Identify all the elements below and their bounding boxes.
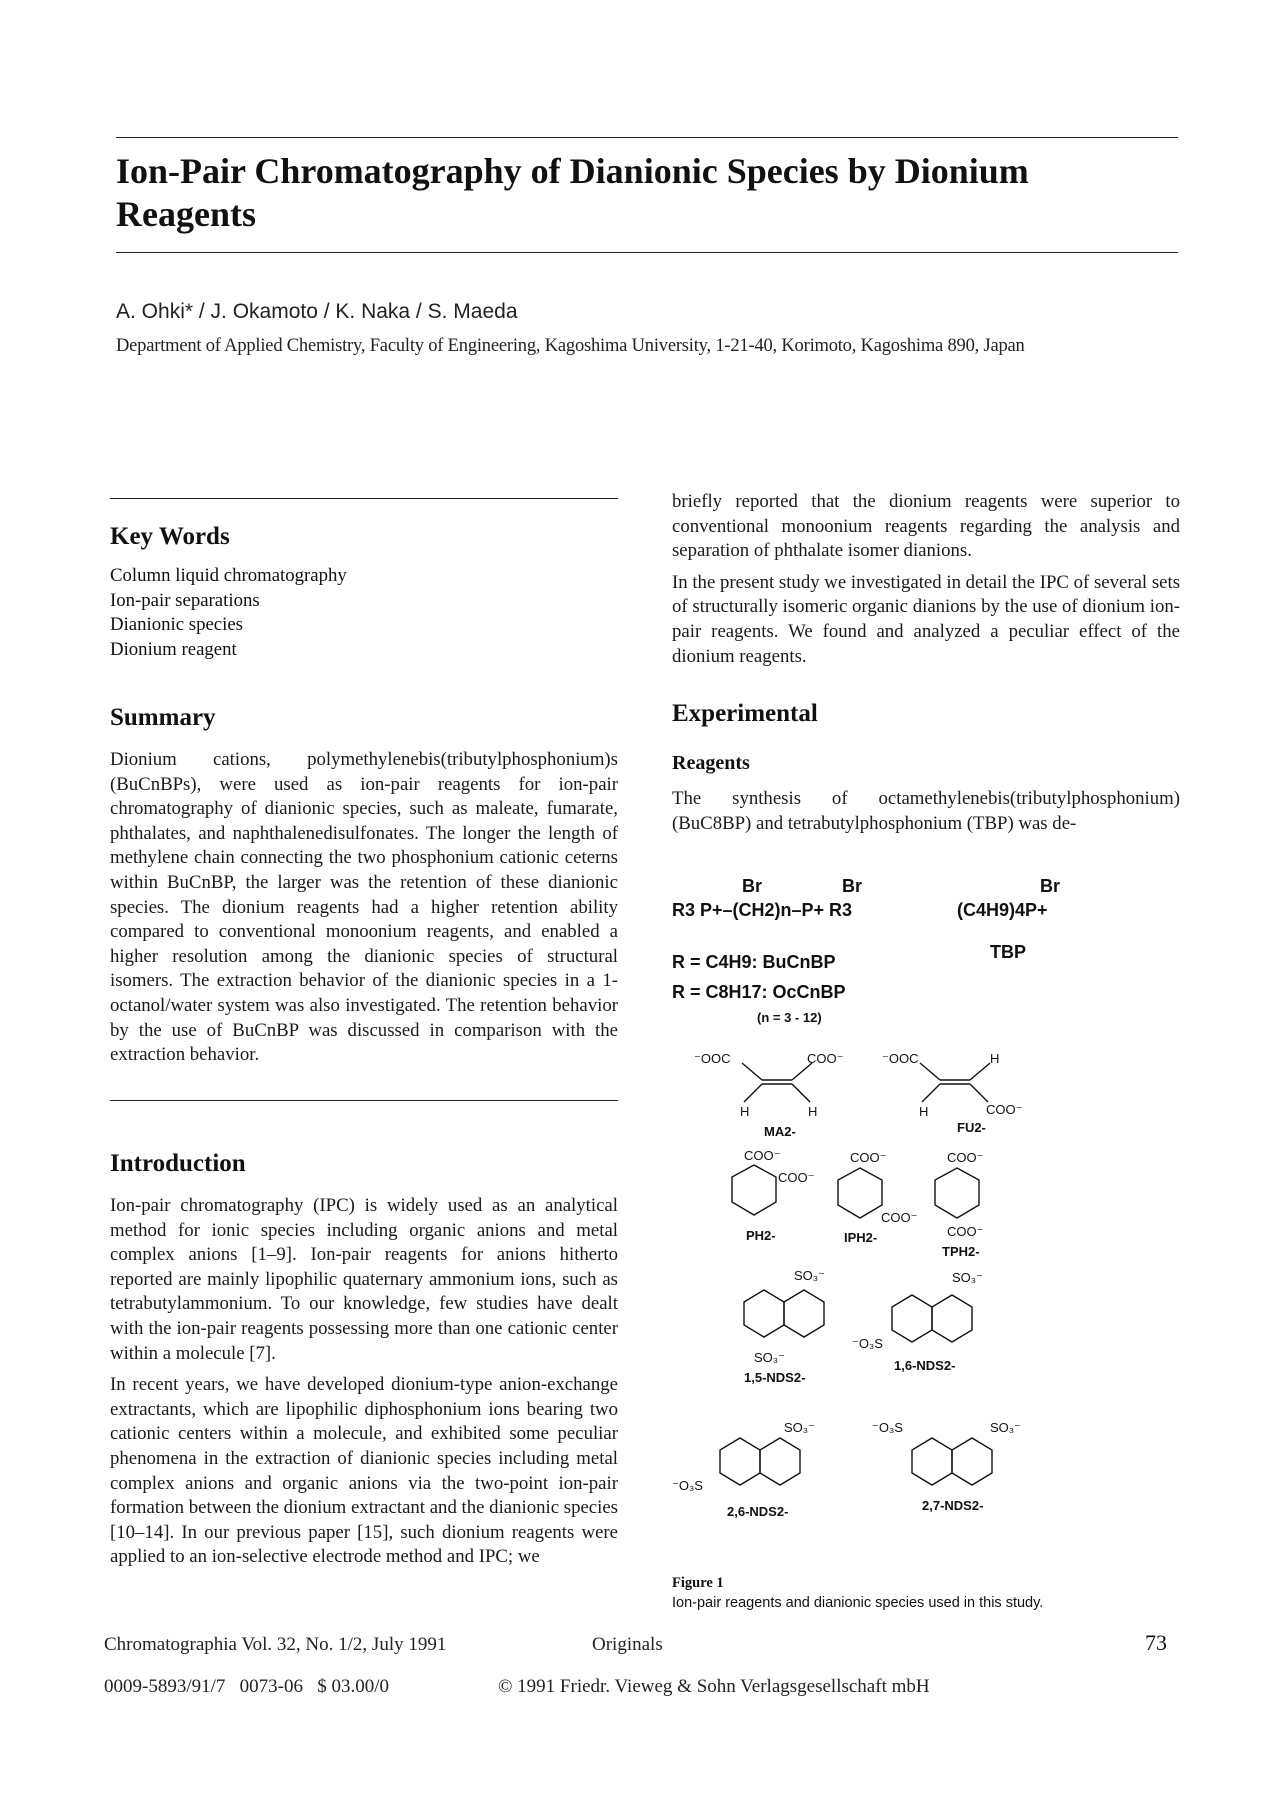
- species-label-ph: PH2-: [746, 1228, 776, 1243]
- svg-text:H: H: [740, 1104, 750, 1119]
- svg-text:SO₃⁻: SO₃⁻: [794, 1268, 825, 1283]
- r-oc-formula: R = C8H17: OcCnBP: [672, 982, 846, 1002]
- issn-line: 0009-5893/91/7 0073-06 $ 03.00/0: [104, 1676, 389, 1697]
- introduction-paragraph: Ion-pair chromatography (IPC) is widely used as an analytical method for ionic species including organic anions and metal complex anions [1–9]. Ion-pair reagents for anions hitherto reported are mainly lipophilic quaternary ammonium ions, such as tetrabutylammonium. To our knowledge, few studies have dealt with the ion-pair reagents possessing more than one cationic center within a molecule [7].: [110, 1195, 618, 1364]
- section-label: Originals: [592, 1634, 663, 1655]
- experimental-text: The synthesis of octamethylenebis(tributylphosphonium) (BuC8BP) and tetrabutylphosphonium (TBP) was de-: [672, 788, 1180, 834]
- species-label-16nds: 1,6-NDS2-: [894, 1358, 956, 1373]
- title-bottom-rule: [116, 252, 1178, 253]
- journal-citation: Chromatographia Vol. 32, No. 1/2, July 1991: [104, 1634, 447, 1655]
- species-label-iph: IPH2-: [844, 1230, 878, 1245]
- svg-text:⁻O₃S: ⁻O₃S: [872, 1420, 903, 1435]
- title-top-rule: [116, 137, 1178, 138]
- keyword-item: Ion-pair separations: [110, 589, 260, 611]
- figure-caption: [672, 1573, 1043, 1613]
- svg-text:H: H: [990, 1051, 1000, 1066]
- species-label-fu: FU2-: [957, 1120, 986, 1135]
- introduction-heading: Introduction: [110, 1150, 246, 1177]
- keywords-heading: Key Words: [110, 523, 230, 550]
- summary-body: [110, 748, 618, 1075]
- bromide-label: Br: [742, 876, 763, 896]
- introduction-paragraph: In the present study we investigated in detail the IPC of several sets of structurally isomeric organic dianions by the use of dionium ion-pair reagents. We found and analyzed a peculiar effect of the dionium reagents.: [672, 571, 1181, 667]
- reagents-heading: Reagents: [672, 752, 750, 774]
- bromide-label: Br: [842, 876, 863, 896]
- species-label-tph: TPH2-: [942, 1244, 980, 1259]
- svg-text:COO⁻: COO⁻: [778, 1170, 815, 1185]
- dionium-formula: R3 P+–(CH2)n–P+ R3: [672, 900, 853, 920]
- keyword-item: Dianionic species: [110, 614, 243, 635]
- svg-text:COO⁻: COO⁻: [986, 1102, 1023, 1117]
- keyword-item: Column liquid chromatography: [110, 565, 347, 586]
- keywords-rule: [110, 498, 618, 499]
- svg-text:SO₃⁻: SO₃⁻: [754, 1350, 785, 1365]
- introduction-continued: [672, 490, 1180, 676]
- naphthalene-rings: [720, 1290, 992, 1485]
- svg-text:SO₃⁻: SO₃⁻: [952, 1270, 983, 1285]
- species-label-15nds: 1,5-NDS2-: [744, 1370, 806, 1385]
- svg-text:⁻O₃S: ⁻O₃S: [852, 1336, 883, 1351]
- species-label-ma: MA2-: [764, 1124, 796, 1139]
- svg-text:H: H: [808, 1104, 818, 1119]
- introduction-body: [110, 1194, 618, 1577]
- summary-rule: [110, 1100, 618, 1101]
- species-label-26nds: 2,6-NDS2-: [727, 1504, 789, 1519]
- svg-text:SO₃⁻: SO₃⁻: [990, 1420, 1021, 1435]
- alkene-structures: [742, 1063, 990, 1102]
- experimental-body: [672, 787, 1180, 843]
- tbp-label: TBP: [990, 942, 1026, 962]
- svg-text:COO⁻: COO⁻: [807, 1051, 844, 1066]
- summary-heading: Summary: [110, 704, 216, 731]
- affiliation: Department of Applied Chemistry, Faculty of Engineering, Kagoshima University, 1-21-40, Korimoto, Kagoshima 890, Japan: [116, 336, 1025, 356]
- tbp-formula: (C4H9)4P+: [957, 900, 1048, 920]
- figure-1-structures: [672, 870, 1120, 1570]
- svg-text:H: H: [919, 1104, 929, 1119]
- figure-1: [672, 870, 1120, 1570]
- caption-title: Figure 1: [672, 1575, 724, 1591]
- svg-text:COO⁻: COO⁻: [850, 1150, 887, 1165]
- introduction-paragraph: In recent years, we have developed dionium-type anion-exchange extractants, which are lipophilic diphosphonium ions bearing two cationic centers within a molecule, and exhibited some peculiar phenomena in the extraction of dianionic species including metal complex anions and organic anions via the two-point ion-pair formation between the dionium extractant and the dianionic species [10–14]. In our previous paper [15], such dionium reagents were applied to an ion-selective electrode method and IPC; we: [110, 1374, 618, 1568]
- author-list: A. Ohki* / J. Okamoto / K. Naka / S. Maeda: [116, 300, 518, 323]
- caption-text: Ion-pair reagents and dianionic species used in this study.: [672, 1595, 1044, 1611]
- svg-text:SO₃⁻: SO₃⁻: [784, 1420, 815, 1435]
- svg-text:COO⁻: COO⁻: [947, 1224, 984, 1239]
- svg-text:COO⁻: COO⁻: [744, 1148, 781, 1163]
- paper-title: Ion-Pair Chromatography of Dianionic Species by Dionium Reagents: [116, 151, 1029, 234]
- phthalate-rings: [732, 1165, 979, 1218]
- n-range: (n = 3 - 12): [757, 1010, 822, 1025]
- keyword-item: Dionium reagent: [110, 638, 237, 660]
- svg-text:⁻OOC: ⁻OOC: [694, 1051, 731, 1066]
- summary-text: Dionium cations, polymethylenebis(tributylphosphonium)s (BuCnBPs), were used as ion-pair reagents for ion-pair chromatography of dianionic species, such as maleate, fumarate, phthalates, and naphthalenedisulfonates. The longer the length of methylene chain connecting the two phosphonium cationic ceterns within BuCnBP, the larger was the retention of these dianionic species. The dionium reagents had a higher retention ability compared to conventional monoonium reagents, and enabled a higher resolution among the dianionic species of structural isomers. The extraction behavior of the dianionic species in a 1-octanol/water system was also investigated. The retention behavior by the use of BuCnBP was discussed in comparison with the extraction behavior.: [110, 749, 618, 1066]
- svg-text:COO⁻: COO⁻: [881, 1210, 918, 1225]
- r-bu-formula: R = C4H9: BuCnBP: [672, 952, 836, 972]
- species-label-27nds: 2,7-NDS2-: [922, 1498, 984, 1513]
- page-number: 73: [1145, 1630, 1167, 1655]
- bromide-label: Br: [1040, 876, 1061, 896]
- introduction-paragraph: briefly reported that the dionium reagents were superior to conventional monoonium reagents regarding the analysis and separation of phthalate isomer dianions.: [672, 491, 1180, 562]
- svg-text:⁻O₃S: ⁻O₃S: [672, 1478, 703, 1493]
- experimental-heading: Experimental: [672, 700, 818, 727]
- svg-text:⁻OOC: ⁻OOC: [882, 1051, 919, 1066]
- svg-text:COO⁻: COO⁻: [947, 1150, 984, 1165]
- publisher-line: © 1991 Friedr. Vieweg & Sohn Verlagsgesellschaft mbH: [498, 1676, 930, 1697]
- keyword-list: [110, 564, 347, 662]
